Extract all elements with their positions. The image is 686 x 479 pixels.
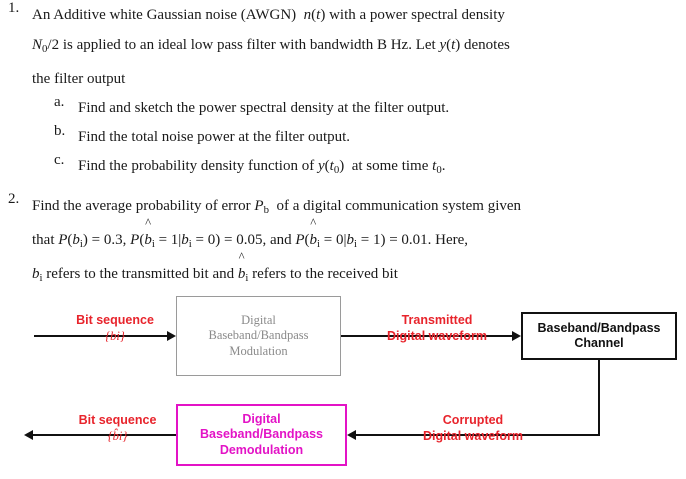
question-1-line-3: the filter output xyxy=(32,71,126,88)
input-bit-sequence-line-1: Bit sequence xyxy=(76,313,154,327)
question-1-number: 1. xyxy=(8,0,20,16)
subitem-a-text: Find and sketch the power spectral density at the filter output. xyxy=(78,100,450,117)
output-bit-sequence-line-2: {b̂i} xyxy=(107,429,128,443)
channel-block-line-1: Baseband/Bandpass xyxy=(537,320,661,335)
demodulation-block-line-1: Digital xyxy=(242,412,281,427)
output-arrow-head-icon xyxy=(24,430,33,440)
transmitted-waveform-line-2: Digital waveform xyxy=(386,329,488,343)
question-1-subitem-b xyxy=(54,123,686,152)
subitem-a-label: a. xyxy=(54,94,65,111)
question-2-number: 2. xyxy=(8,191,20,208)
subitem-c-label: c. xyxy=(54,152,65,169)
subitem-b-label: b. xyxy=(54,123,66,140)
corrupted-waveform-line-1: Corrupted xyxy=(442,413,504,427)
channel-block-line-2: Channel xyxy=(574,336,624,350)
transmitted-waveform-line-1: Transmitted xyxy=(401,313,473,327)
corrupted-arrow-head-icon xyxy=(347,430,356,440)
question-2-line-2: that $P(b_i) = 0.3$, P( ^ $b_i = 1|b_i = 0) = 0.05$, and P( ^ $b_i = 0|b_i = 1) = 0.01$. Here, xyxy=(32,216,469,251)
question-2 xyxy=(0,191,686,293)
channel-block xyxy=(521,312,677,360)
demodulation-block-line-2: Baseband/Bandpass xyxy=(200,427,323,442)
demodulation-block xyxy=(176,404,347,466)
output-bit-sequence-label xyxy=(60,412,175,444)
modulation-block-line-2: Baseband/Bandpass xyxy=(208,328,309,343)
question-1-subitem-c xyxy=(54,152,686,185)
transmitted-arrow-head-icon xyxy=(512,331,521,341)
subitem-c-text: Find the probability density function of $y(t_0)$ at some time $t_0$. xyxy=(78,158,446,177)
question-2-line-1: Find the average probability of error $P_b$ of a digital communication system given xyxy=(32,198,522,217)
channel-down-line xyxy=(598,360,600,435)
block-diagram xyxy=(0,286,686,479)
subitem-b-text: Find the total noise power at the filter output. xyxy=(78,129,351,146)
question-2-line-3: $b_i$ refers to the transmitted bit and ^ $b_i$ refers to the received bit xyxy=(32,250,398,285)
input-bit-sequence-line-2: {bi} xyxy=(105,329,125,343)
question-1 xyxy=(0,0,686,185)
transmitted-waveform-label xyxy=(367,312,507,344)
input-bit-sequence-label xyxy=(60,312,170,344)
corrupted-waveform-label xyxy=(398,412,548,444)
question-1-line-1: An Additive white Gaussian noise (AWGN) n(t) with a power spectral density xyxy=(32,7,505,23)
modulation-block-line-1: Digital xyxy=(241,313,276,328)
modulation-block xyxy=(176,296,341,376)
corrupted-waveform-line-2: Digital waveform xyxy=(422,429,524,443)
question-1-line-2: $N_0/2$ is applied to an ideal low pass filter with bandwidth B Hz. Let y(t) denotes xyxy=(32,37,510,56)
modulation-block-line-3: Modulation xyxy=(229,343,288,358)
question-1-subitem-a xyxy=(54,94,686,123)
demodulation-block-line-3: Demodulation xyxy=(219,442,304,457)
question-1-subitems xyxy=(32,94,686,185)
output-bit-sequence-line-1: Bit sequence xyxy=(78,413,157,427)
